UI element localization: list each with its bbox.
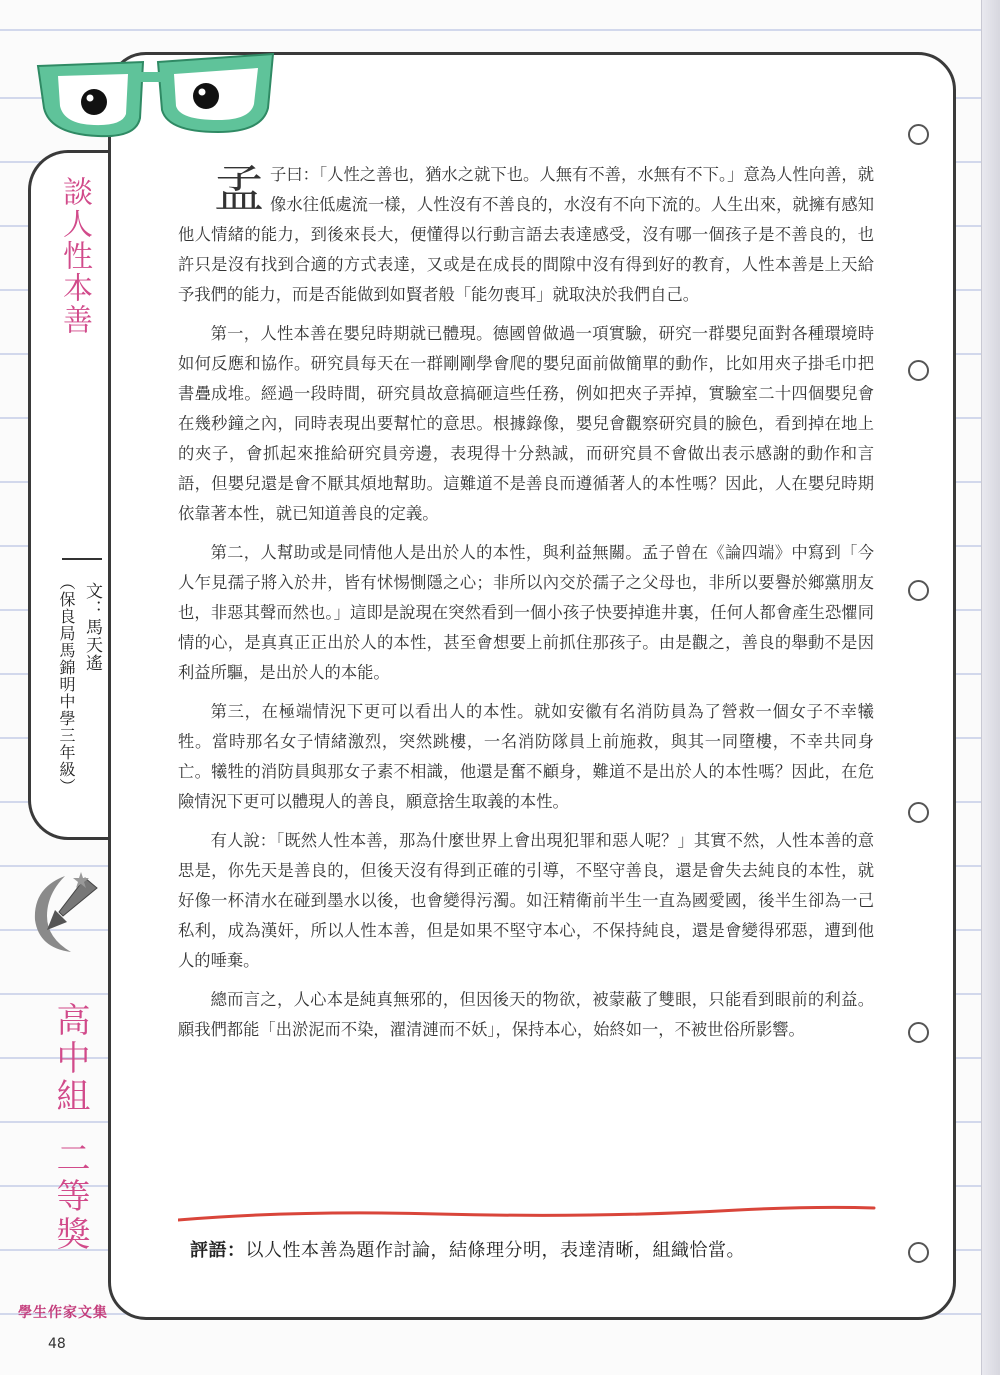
- binder-ring-icon: [908, 580, 929, 601]
- comment-text: 以人性本善為題作討論，結條理分明，表達清晰，組織恰當。: [245, 1240, 745, 1261]
- paragraph-4: 第三，在極端情況下更可以看出人的本性。就如安徽有名消防員為了營救一個女子不幸犧牲。當時那名女子情緒激烈，突然跳樓，一名消防隊員上前施救，與其一同墮樓，不幸共同身亡。犧牲的消防員與那女子素不相識，他還是奮不顧身，難道不是出於人的本性嗎？因此，在危險情況下更可以體現人的善良，願意捨生取義的本性。: [178, 702, 874, 811]
- pen-nib-icon: [25, 868, 105, 958]
- author-school: （保良局馬錦明中學三年級）: [57, 574, 76, 795]
- paragraph-6: 總而言之，人心本是純真無邪的，但因後天的物欲，被蒙蔽了雙眼，只能看到眼前的利益。願我們都能「出淤泥而不染，濯清漣而不妖」，保持本心，始終如一，不被世俗所影響。: [178, 990, 874, 1039]
- glasses-icon: [28, 48, 288, 148]
- group-label: 高中組: [50, 1002, 90, 1116]
- comment-separator: [178, 1198, 878, 1228]
- binder-ring-icon: [908, 1022, 929, 1043]
- teacher-comment: [190, 1236, 745, 1262]
- binder-ring-icon: [908, 360, 929, 381]
- award-label: 二等獎: [50, 1140, 90, 1254]
- comment-label: 評語：: [190, 1240, 246, 1261]
- binder-ring-icon: [908, 802, 929, 823]
- binder-ring-icon: [908, 124, 929, 145]
- paragraph-3: 第二，人幫助或是同情他人是出於人的本性，與利益無關。孟子曾在《論四端》中寫到「今人乍見孺子將入於井，皆有怵惕惻隱之心；非所以內交於孺子之父母也，非所以要譽於鄉黨朋友也，非惡其聲而然也。」這即是說現在突然看到一個小孩子快要掉進井裏，任何人都會產生恐懼同情的心，是真真正正出於人的本性，甚至會想要上前抓住那孩子。由是觀之，善良的舉動不是因利益所驅，是出於人的本能。: [178, 543, 874, 682]
- paragraph-2: 第一，人性本善在嬰兒時期就已體現。德國曾做過一項實驗，研究一群嬰兒面對各種環境時如何反應和協作。研究員每天在一群剛剛學會爬的嬰兒面前做簡單的動作，比如用夾子掛毛巾把書疊成堆。經過一段時間，研究員故意搞砸這些任務，例如把夾子弄掉，實驗室二十四個嬰兒會在幾秒鐘之內，同時表現出要幫忙的意思。根據錄像，嬰兒會觀察研究員的臉色，看到掉在地上的夾子，會抓起來推給研究員旁邊，表現得十分熱誠，而研究員不會做出表示感謝的動作和言語，但嬰兒還是會不厭其煩地幫助。這難道不是善良而遵循著人的本性嗎？因此，人在嬰兒時期依靠著本性，就已知道善良的定義。: [178, 324, 874, 523]
- author-name: 文：馬天遙: [82, 582, 102, 672]
- paragraph-5: 有人說：「既然人性本善，那為什麼世界上會出現犯罪和惡人呢？」其實不然，人性本善的意思是，你先天是善良的，但後天沒有得到正確的引導，不堅守善良，還是會失去純良的本性，就好像一杯清水在碰到墨水以後，也會變得污濁。如汪精衛前半生一直為國愛國，後半生卻為一己私利，成為漢奸，所以人性本善，但是如果不堅守本心，不保持純良，還是會變得邪惡，遭到他人的唾棄。: [178, 831, 874, 970]
- collection-name: 學生作家文集: [18, 1305, 108, 1321]
- page-number: 48: [48, 1336, 66, 1352]
- article-body: [178, 160, 874, 1054]
- binder-ring-icon: [908, 1242, 929, 1263]
- page-edge: [981, 0, 1000, 1375]
- dropcap: 孟: [214, 160, 264, 218]
- divider: [62, 558, 102, 560]
- paragraph-1: 孟子曰：「人性之善也，猶水之就下也。人無有不善，水無有不下。」意為人性向善，就像水往低處流一樣，人性沒有不善良的，水沒有不向下流的。人生出來，就擁有感知他人情緒的能力，到後來長大，便懂得以行動言語去表達感受，沒有哪一個孩子是不善良的，也許只是沒有找到合適的方式表達，又或是在成長的間隙中沒有得到好的教育，人性本善是上天給予我們的能力，而是否能做到如賢者般「能勿喪耳」就取決於我們自己。: [178, 160, 874, 304]
- article-title: 談人性本善: [57, 176, 92, 336]
